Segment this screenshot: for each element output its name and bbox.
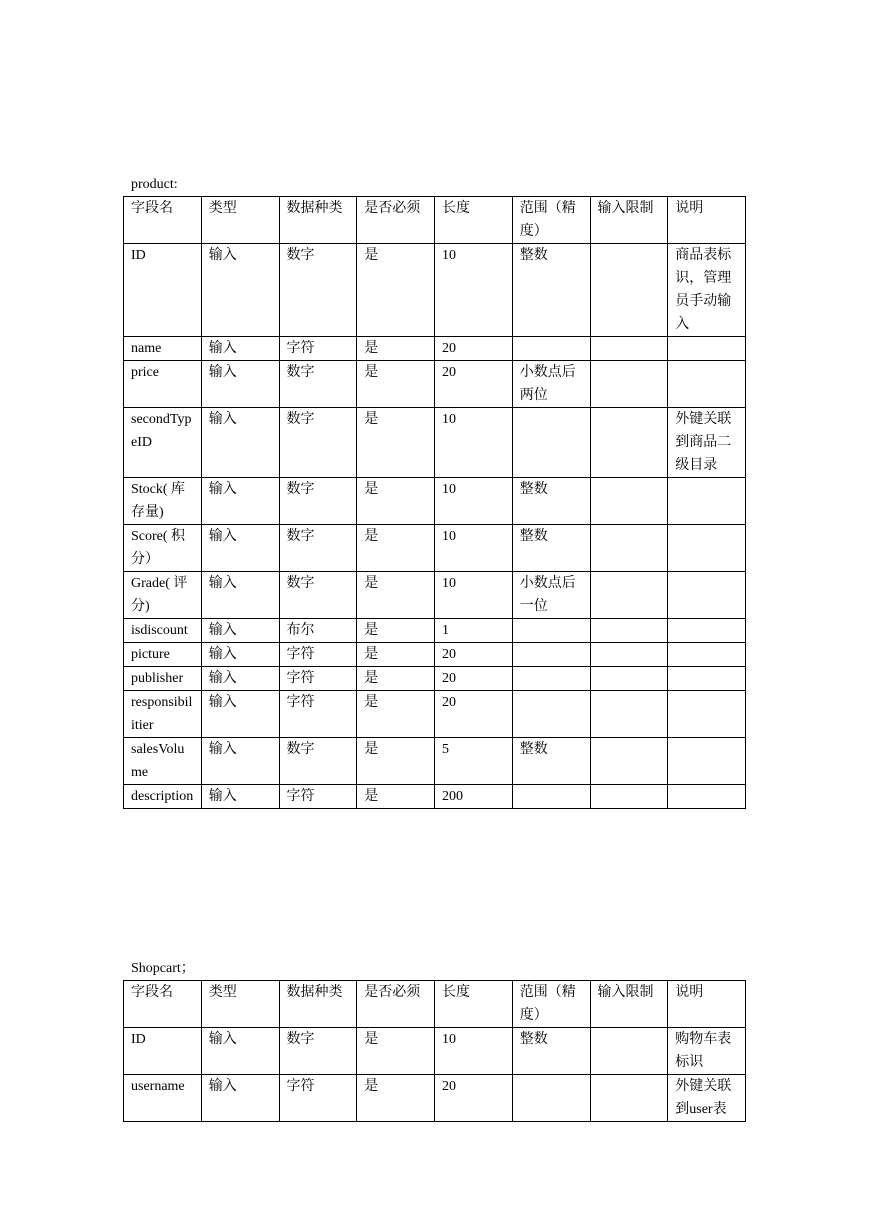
column-header: 字段名 — [124, 197, 202, 244]
table-cell: 字符 — [279, 643, 357, 667]
table-cell: isdiscount — [124, 619, 202, 643]
table-cell — [590, 643, 668, 667]
table-cell — [590, 572, 668, 619]
table-cell: 1 — [435, 619, 513, 643]
table-cell — [512, 408, 590, 478]
table-cell: 数字 — [279, 244, 357, 337]
table-cell — [590, 619, 668, 643]
table-cell: 数字 — [279, 525, 357, 572]
column-header: 类型 — [201, 197, 279, 244]
table-cell: 10 — [435, 525, 513, 572]
table-cell: 是 — [357, 619, 435, 643]
table-cell — [590, 785, 668, 809]
table-row — [124, 1075, 746, 1122]
column-header: 范围（精度） — [512, 197, 590, 244]
table-cell: 整数 — [512, 738, 590, 785]
table-cell: 是 — [357, 478, 435, 525]
table-cell: Grade( 评分) — [124, 572, 202, 619]
table-cell: 10 — [435, 1028, 513, 1075]
table-cell — [590, 1075, 668, 1122]
column-header: 说明 — [668, 197, 746, 244]
table-cell: 20 — [435, 691, 513, 738]
table-row — [124, 643, 746, 667]
table-cell: secondTypeID — [124, 408, 202, 478]
table-cell: 数字 — [279, 478, 357, 525]
table-cell: username — [124, 1075, 202, 1122]
table-cell: price — [124, 361, 202, 408]
header-row — [124, 197, 746, 244]
column-header: 数据种类 — [279, 981, 357, 1028]
table-cell: 输入 — [201, 785, 279, 809]
table-cell: 输入 — [201, 619, 279, 643]
table-cell: 输入 — [201, 1075, 279, 1122]
table-cell — [668, 619, 746, 643]
table-cell: 输入 — [201, 525, 279, 572]
table-cell: 输入 — [201, 408, 279, 478]
table-cell: 数字 — [279, 738, 357, 785]
table-cell: 字符 — [279, 337, 357, 361]
table-cell: 输入 — [201, 337, 279, 361]
table-cell — [668, 478, 746, 525]
product-table — [123, 196, 746, 809]
table-cell: 布尔 — [279, 619, 357, 643]
table-cell: 是 — [357, 691, 435, 738]
table-cell: 字符 — [279, 691, 357, 738]
table-cell: 是 — [357, 1028, 435, 1075]
table-cell: 字符 — [279, 785, 357, 809]
table-cell — [668, 643, 746, 667]
table-caption-product: product: — [131, 177, 178, 192]
table-cell: 外键关联到商品二级目录 — [668, 408, 746, 478]
table-cell: 是 — [357, 785, 435, 809]
header-row — [124, 981, 746, 1028]
column-header: 是否必须 — [357, 197, 435, 244]
table-cell: 是 — [357, 525, 435, 572]
table-row — [124, 572, 746, 619]
table-cell — [512, 667, 590, 691]
table-cell — [668, 572, 746, 619]
table-cell: 数字 — [279, 1028, 357, 1075]
table-cell: 20 — [435, 667, 513, 691]
table-cell: 字符 — [279, 1075, 357, 1122]
table-cell: 整数 — [512, 478, 590, 525]
table-cell: 是 — [357, 738, 435, 785]
table-cell: 20 — [435, 643, 513, 667]
table-cell: 输入 — [201, 643, 279, 667]
table-cell: salesVolume — [124, 738, 202, 785]
table-row — [124, 691, 746, 738]
table-cell — [512, 1075, 590, 1122]
table-cell: ID — [124, 1028, 202, 1075]
table-cell — [512, 785, 590, 809]
table-cell — [668, 667, 746, 691]
column-header: 范围（精度） — [512, 981, 590, 1028]
column-header: 字段名 — [124, 981, 202, 1028]
table-cell: 数字 — [279, 361, 357, 408]
table-cell: 是 — [357, 572, 435, 619]
table-cell — [590, 408, 668, 478]
table-row — [124, 738, 746, 785]
table-cell — [590, 738, 668, 785]
column-header: 是否必须 — [357, 981, 435, 1028]
table-row — [124, 525, 746, 572]
table-cell: 5 — [435, 738, 513, 785]
table-cell: 数字 — [279, 408, 357, 478]
table-cell: 数字 — [279, 572, 357, 619]
table-cell — [590, 478, 668, 525]
table-cell: 整数 — [512, 1028, 590, 1075]
table-cell: 小数点后两位 — [512, 361, 590, 408]
table-row — [124, 408, 746, 478]
table-cell: 输入 — [201, 1028, 279, 1075]
table-cell: 购物车表标识 — [668, 1028, 746, 1075]
table-cell: 字符 — [279, 667, 357, 691]
table-cell: picture — [124, 643, 202, 667]
table-cell: name — [124, 337, 202, 361]
table-row — [124, 361, 746, 408]
table-caption-shopcart: Shopcart； — [131, 961, 195, 976]
table-cell: 10 — [435, 408, 513, 478]
table-cell — [590, 361, 668, 408]
table-cell: 输入 — [201, 738, 279, 785]
table-cell: description — [124, 785, 202, 809]
table-cell — [590, 1028, 668, 1075]
table-cell: 10 — [435, 478, 513, 525]
table-cell: ID — [124, 244, 202, 337]
column-header: 输入限制 — [590, 197, 668, 244]
table-cell: 20 — [435, 361, 513, 408]
table-cell — [668, 361, 746, 408]
table-cell: Stock( 库存量) — [124, 478, 202, 525]
table-cell — [668, 691, 746, 738]
table-cell: 输入 — [201, 244, 279, 337]
table-cell: 商品表标识，管理员手动输入 — [668, 244, 746, 337]
table-cell: 是 — [357, 408, 435, 478]
table-row — [124, 1028, 746, 1075]
table-cell: 是 — [357, 1075, 435, 1122]
table-cell: 20 — [435, 337, 513, 361]
table-row — [124, 785, 746, 809]
table-cell: 整数 — [512, 244, 590, 337]
table-cell — [512, 643, 590, 667]
table-cell: 10 — [435, 572, 513, 619]
table-cell — [668, 738, 746, 785]
column-header: 长度 — [435, 197, 513, 244]
table-cell: responsibilitier — [124, 691, 202, 738]
table-cell: 输入 — [201, 572, 279, 619]
table-cell — [668, 525, 746, 572]
table-cell — [512, 691, 590, 738]
column-header: 输入限制 — [590, 981, 668, 1028]
table-cell: 10 — [435, 244, 513, 337]
table-cell: 20 — [435, 1075, 513, 1122]
column-header: 长度 — [435, 981, 513, 1028]
table-cell — [590, 244, 668, 337]
table-cell — [512, 337, 590, 361]
table-cell — [668, 337, 746, 361]
table-cell — [590, 691, 668, 738]
table-cell — [668, 785, 746, 809]
table-row — [124, 244, 746, 337]
table-cell: 是 — [357, 643, 435, 667]
table-cell: Score( 积分） — [124, 525, 202, 572]
table-cell: 输入 — [201, 478, 279, 525]
table-cell: 200 — [435, 785, 513, 809]
table-cell — [590, 525, 668, 572]
table-cell: 外键关联到user表 — [668, 1075, 746, 1122]
table-cell: 小数点后一位 — [512, 572, 590, 619]
column-header: 类型 — [201, 981, 279, 1028]
column-header: 数据种类 — [279, 197, 357, 244]
table-cell: 是 — [357, 244, 435, 337]
table-cell: 输入 — [201, 667, 279, 691]
table-row — [124, 478, 746, 525]
table-cell — [512, 619, 590, 643]
table-cell: 是 — [357, 337, 435, 361]
table-cell: 是 — [357, 667, 435, 691]
table-cell — [590, 337, 668, 361]
shopcart-table — [123, 980, 746, 1122]
table-row — [124, 667, 746, 691]
table-cell: 是 — [357, 361, 435, 408]
column-header: 说明 — [668, 981, 746, 1028]
table-cell: 整数 — [512, 525, 590, 572]
table-cell — [590, 667, 668, 691]
table-row — [124, 337, 746, 361]
table-cell: 输入 — [201, 361, 279, 408]
table-cell: publisher — [124, 667, 202, 691]
table-cell: 输入 — [201, 691, 279, 738]
table-row — [124, 619, 746, 643]
